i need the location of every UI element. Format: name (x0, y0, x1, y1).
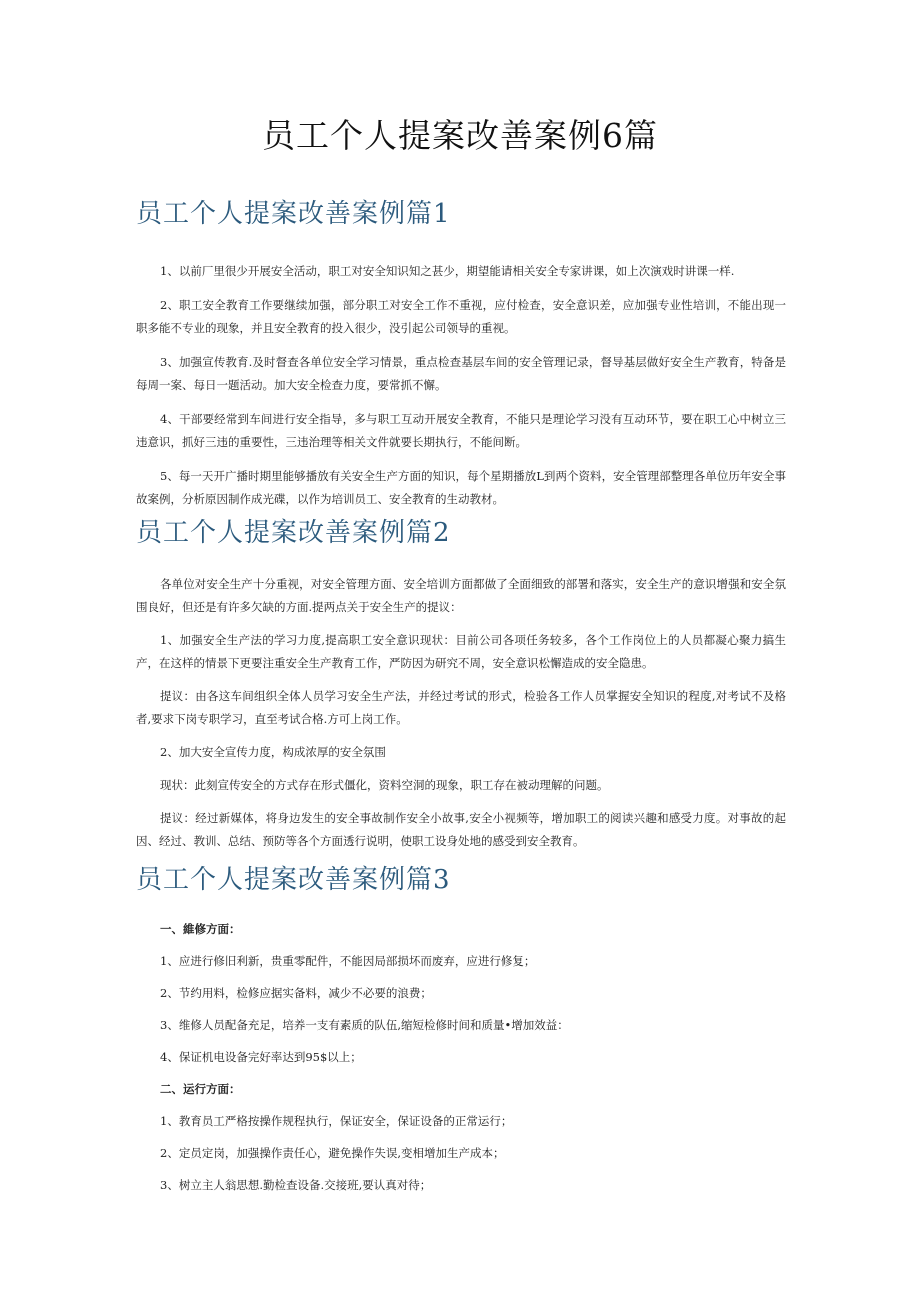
paragraph: 1、加强安全生产法的学习力度,提高职工安全意识现状：目前公司各项任务较多，各个工作岗位上的人员都凝心聚力搞生产，在这样的情景下更要注重安全生产教育工作，严防因为研究不周，安全意识松懈造成的安全隐患。 (136, 633, 786, 670)
sub-heading: 二、运行方面： (160, 1082, 241, 1096)
section-3 (136, 862, 786, 1197)
paragraph: 2、职工安全教育工作要继续加强，部分职工对安全工作不重视，应付检查，安全意识差，应加强专业性培训，不能出现一职多能不专业的现象，并且安全教育的投入很少，没引起公司领导的重视。 (136, 298, 786, 335)
paragraph: 4、干部要经常到车间进行安全指导，多与职工互动开展安全教育，不能只是理论学习没有互动环节，要在职工心中树立三违意识，抓好三违的重要性，三违治理等相关文件就要长期执行，不能间断。 (136, 412, 786, 449)
section-heading: 员工个人提案改善案例篇3 (136, 865, 451, 895)
paragraph: 2、加大安全宣传力度，构成浓厚的安全氛围 (160, 745, 386, 759)
section-heading: 员工个人提案改善案例篇1 (136, 199, 451, 229)
paragraph: 1、以前厂里很少开展安全活动，职工对安全知识知之甚少，期望能请相关安全专家讲课，如上次演戏时讲课一样. (160, 264, 735, 278)
list-item: 2、定员定岗，加强操作责任心，避免操作失误,变相增加生产成本； (160, 1146, 505, 1160)
paragraph: 3、加强宣传教育.及时督查各单位安全学习情景，重点检查基层车间的安全管理记录，督导基层做好安全生产教育，特备是每周一案、每日一题活动。加大安全检查力度，要常抓不懈。 (136, 355, 786, 392)
section-1 (136, 196, 786, 511)
paragraph: 现状：此刻宣传安全的方式存在形式僵化，资料空洞的现象，职工存在被动理解的问题。 (160, 778, 609, 792)
list-item: 1、教育员工严格按操作规程执行，保证安全，保证设备的正常运行； (160, 1114, 513, 1128)
list-item: 3、树立主人翁思想.勤检查设备.交接班,要认真对待； (160, 1178, 432, 1192)
paragraph: 提议：由各这车间组织全体人员学习安全生产法，并经过考试的形式，检验各工作人员掌握安全知识的程度,对考试不及格者,要求下岗专职学习，直至考试合格.方可上岗工作。 (136, 689, 786, 726)
paragraph: 各单位对安全生产十分重视，对安全管理方面、安全培训方面都做了全面细致的部署和落实，安全生产的意识增强和安全氛围良好，但还是有许多欠缺的方面.提两点关于安全生产的提议： (136, 577, 786, 614)
list-item: 4、保证机电设备完好率达到95$以上； (160, 1050, 362, 1064)
section-heading: 员工个人提案改善案例篇2 (136, 518, 451, 548)
section-2 (136, 515, 786, 853)
list-item: 2、节约用料，检修应据实备料，减少不必要的浪费； (160, 986, 432, 1000)
paragraph: 提议：经过新媒体，将身边发生的安全事故制作安全小故事,安全小视频等，增加职工的阅读兴趣和感受力度。对事故的起因、经过、教训、总结、预防等各个方面透行说明，使职工设身处地的感受到安全教育。 (136, 811, 786, 848)
paragraph: 5、每一天开广播时期里能够播放有关安全生产方面的知识，每个星期播放L到两个资料，安全管理部整理各单位历年安全事故案例，分析原因制作成光碟，以作为培训员工、安全教育的生动教材。 (136, 469, 786, 506)
document-title: 员工个人提案改善案例6篇 (262, 116, 658, 155)
list-item: 1、应进行修旧利新，贵重零配件，不能因局部损坏而废弃，应进行修复； (160, 954, 536, 968)
sub-heading: 一、維修方面： (160, 922, 241, 936)
list-item: 3、维修人员配备充足，培养一支有素质的队伍,缩短检修时间和质量•增加效益： (160, 1018, 569, 1032)
